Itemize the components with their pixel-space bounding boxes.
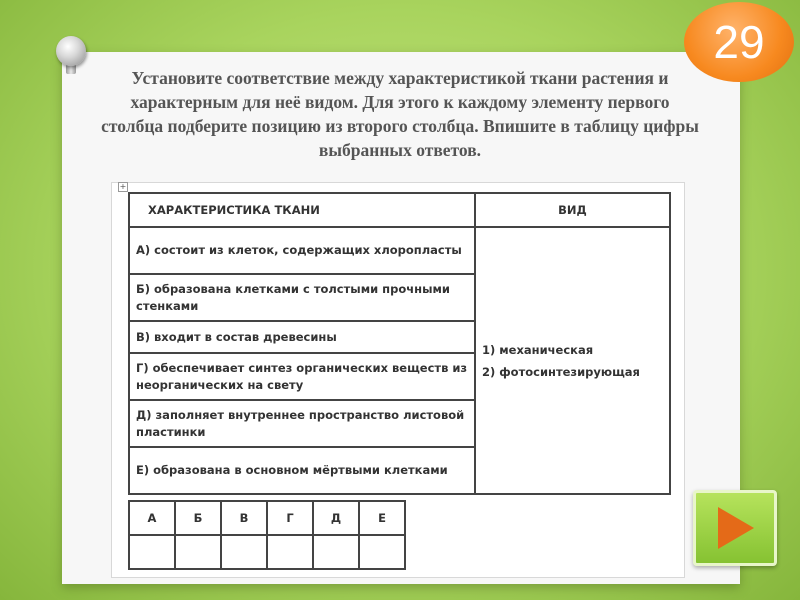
task-text: Установите соответствие между характеристикой ткани растения и характерным для неё видом. Для этого к каждому элементу первого столбца подберите позицию из второго столбца. Впишите в таблицу цифры выбранных ответов. — [101, 68, 699, 160]
row-v: В) входит в состав древесины — [129, 321, 475, 353]
answer-letter-e: Е — [359, 501, 405, 535]
options-cell — [475, 227, 670, 494]
option-2: 2) фотосинтезирующая — [482, 364, 640, 379]
row-g: Г) обеспечивает синтез органических веществ из неорганических на свету — [129, 353, 475, 400]
answer-table — [128, 500, 406, 570]
answer-cell-a[interactable] — [129, 535, 175, 569]
answer-cell-d[interactable] — [313, 535, 359, 569]
answer-letter-b: Б — [175, 501, 221, 535]
row-b: Б) образована клетками с толстыми прочными стенками — [129, 274, 475, 321]
option-1: 1) механическая — [482, 342, 594, 357]
next-slide-button[interactable] — [693, 490, 777, 566]
answer-cell-e[interactable] — [359, 535, 405, 569]
answer-letter-v: В — [221, 501, 267, 535]
correspondence-table — [128, 192, 671, 495]
table-move-handle-icon[interactable]: + — [119, 182, 127, 191]
header-type: ВИД — [475, 193, 670, 227]
row-e: Е) образована в основном мёртвыми клетками — [129, 447, 475, 494]
answer-cell-g[interactable] — [267, 535, 313, 569]
answer-cell-v[interactable] — [221, 535, 267, 569]
answer-letter-g: Г — [267, 501, 313, 535]
answer-cell-b[interactable] — [175, 535, 221, 569]
row-a: А) состоит из клеток, содержащих хлоропласты — [129, 227, 475, 274]
answer-letter-a: А — [129, 501, 175, 535]
slide-number-badge: 29 — [684, 2, 794, 82]
row-d: Д) заполняет внутреннее пространство листовой пластинки — [129, 400, 475, 447]
next-arrow-icon — [718, 507, 754, 549]
pushpin-icon — [56, 36, 86, 66]
header-characteristic: ХАРАКТЕРИСТИКА ТКАНИ — [129, 193, 475, 227]
answer-letter-d: Д — [313, 501, 359, 535]
